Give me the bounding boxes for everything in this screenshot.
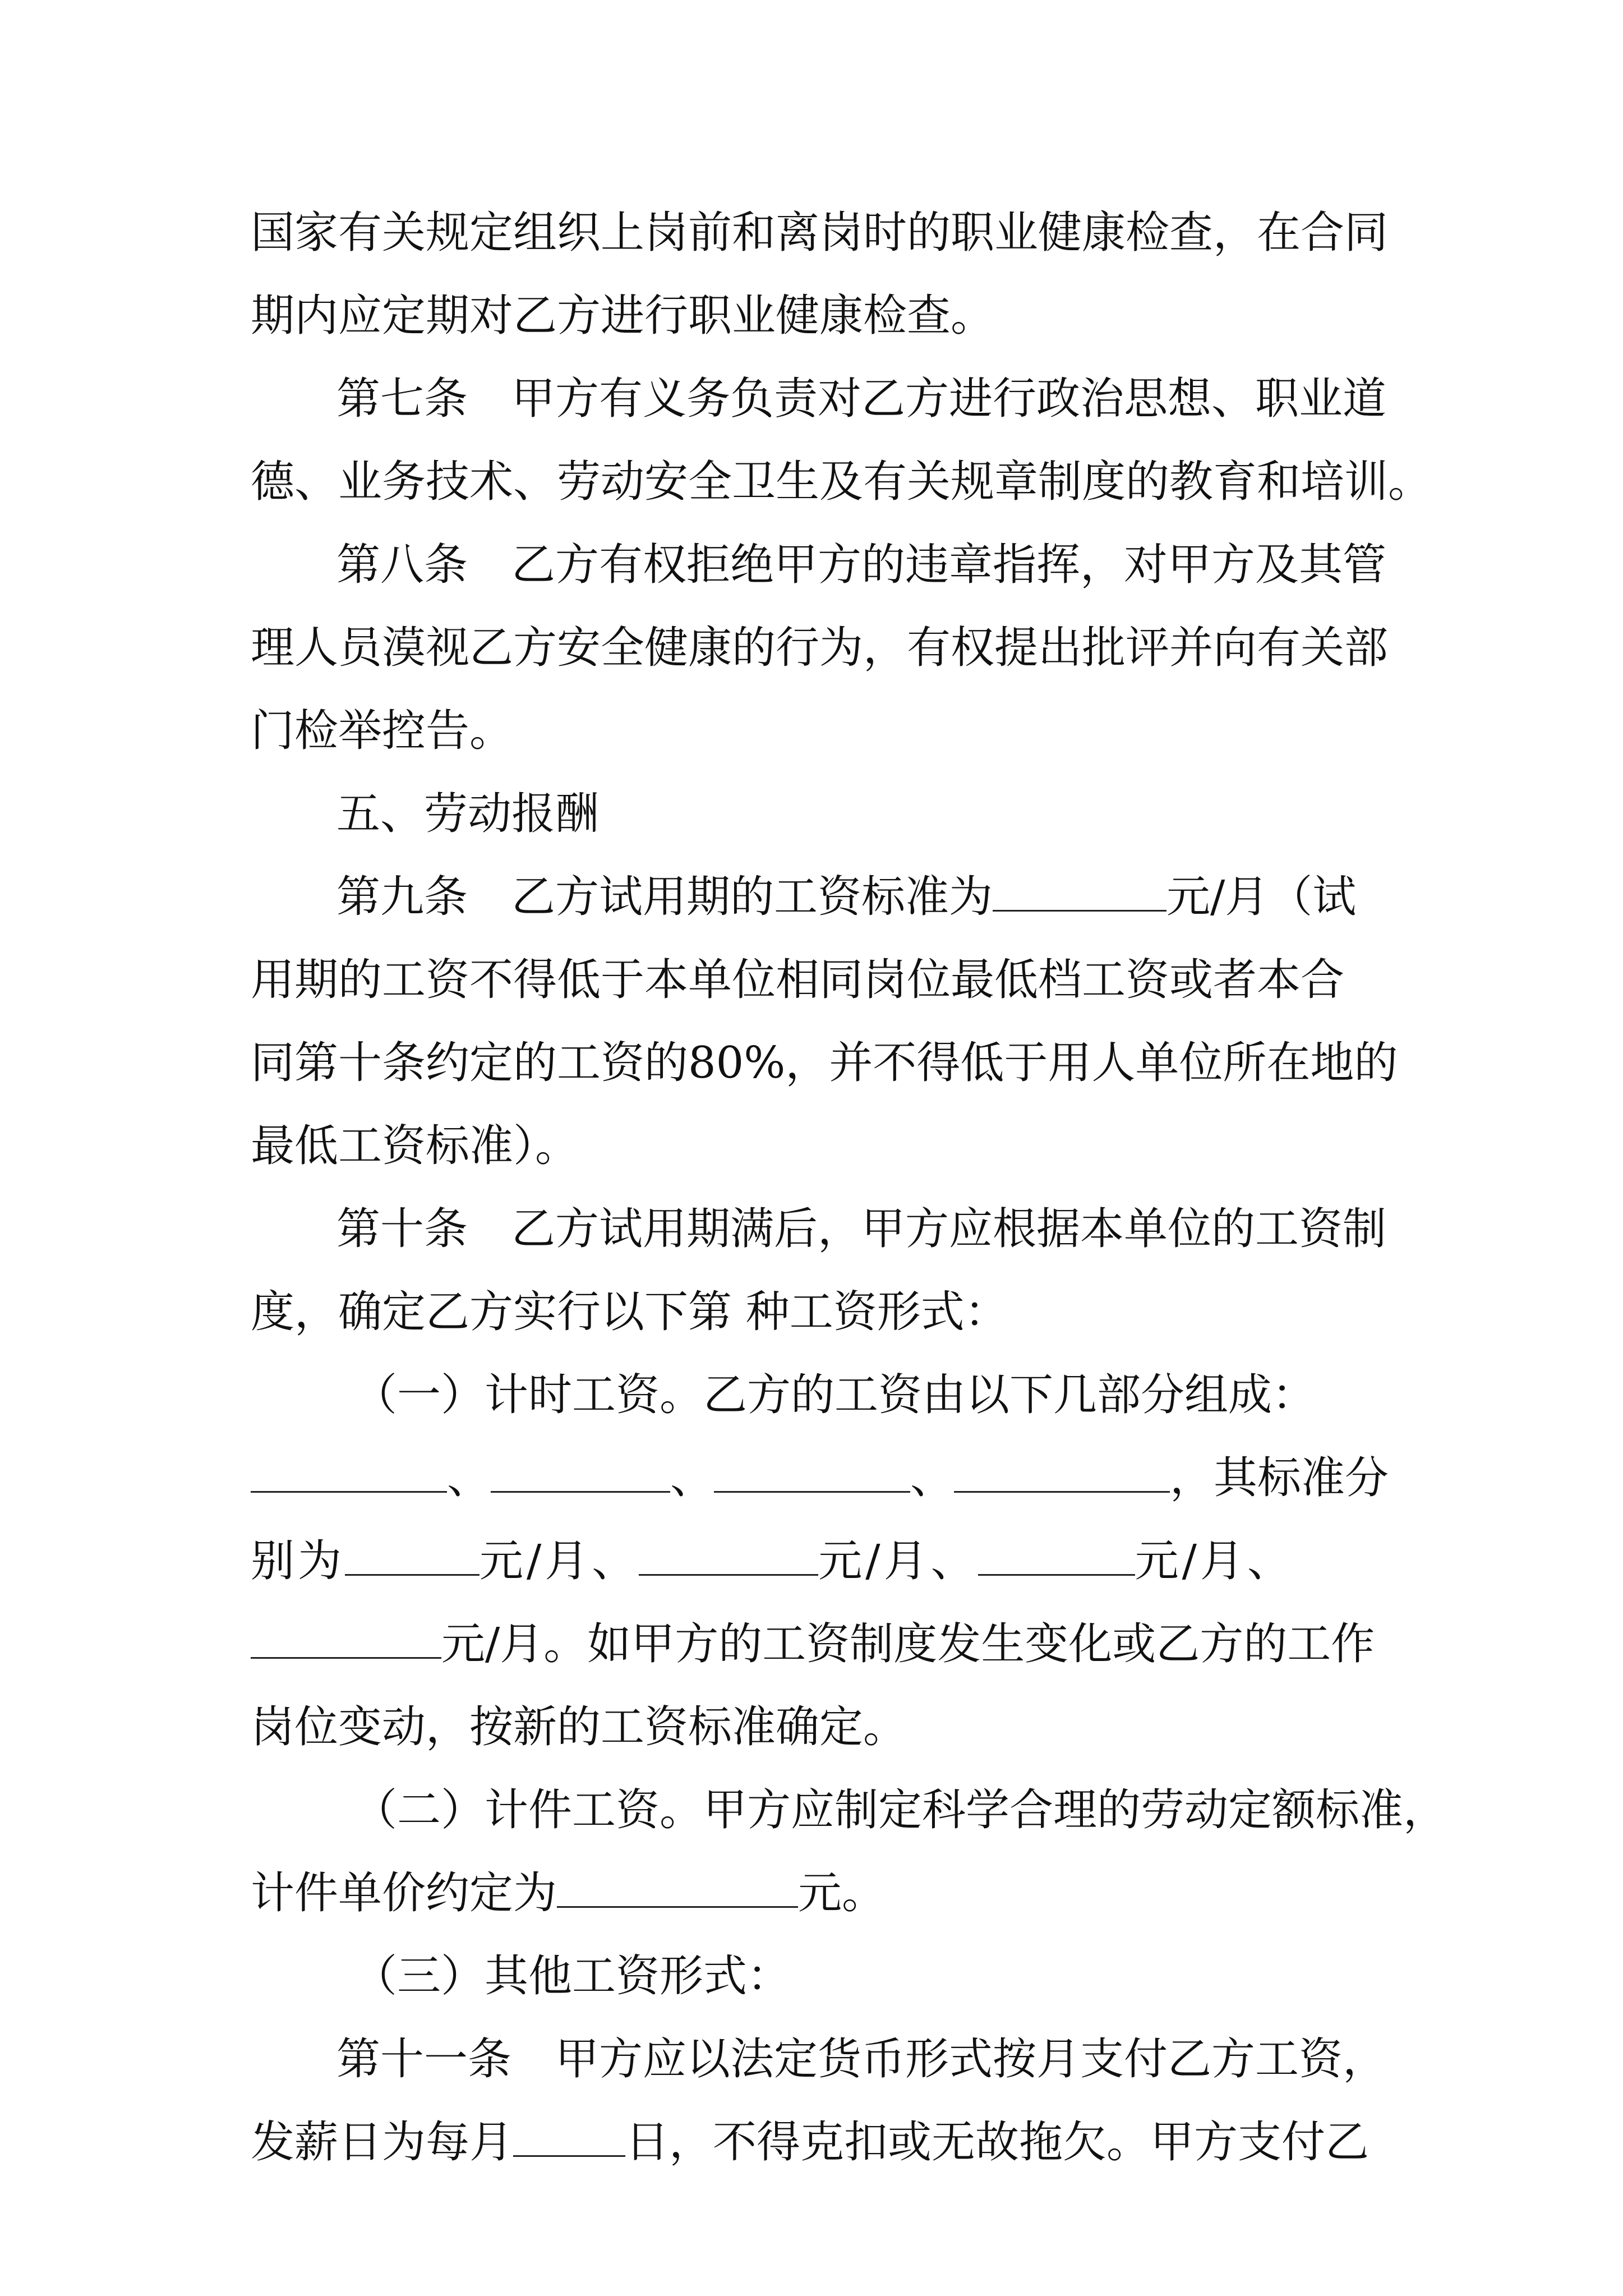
text-segment: 、 — [910, 1453, 955, 1503]
text-line: 同第十条约定的工资的80%，并不得低于用人单位所在地的 — [251, 1038, 1398, 1088]
text-line — [251, 2109, 1369, 2176]
text-segment: 元/月（试 — [1166, 872, 1357, 922]
amounts-line — [251, 1527, 1294, 1595]
text-segment: 日，不得克扣或无故拖欠。甲方支付乙 — [625, 2117, 1370, 2168]
section-heading: 五、劳动报酬 — [336, 789, 600, 839]
text-line: 门检举控告。 — [251, 706, 514, 756]
text-segment: 元。 — [798, 1868, 886, 1918]
fill-blank — [639, 1534, 818, 1576]
text-line — [251, 1860, 886, 1927]
text-line: 岗位变动，按新的工资标准确定。 — [251, 1702, 907, 1752]
article-10-line: 第十条 乙方试用期满后，甲方应根据本单位的工资制 — [336, 1204, 1387, 1254]
fill-blank — [557, 1866, 798, 1908]
text-line — [251, 1611, 1375, 1678]
text-segment: 元/月。如甲方的工资制度发生变化或乙方的工作 — [441, 1619, 1375, 1669]
text-segment: 元/月、 — [1135, 1536, 1294, 1586]
article-7-line: 第七条 甲方有义务负责对乙方进行政治思想、职业道 — [336, 374, 1387, 424]
fill-blank — [491, 1451, 670, 1493]
text-line: 国家有关规定组织上岗前和离岗时的职业健康检查，在合同 — [251, 208, 1389, 258]
fill-blank — [993, 869, 1166, 912]
text-segment: 元/月、 — [479, 1536, 639, 1586]
clause-2-line: （二）计件工资。甲方应制定科学合理的劳动定额标准， — [353, 1785, 1447, 1835]
text-line: 度，确定乙方实行以下第 种工资形式： — [251, 1287, 1008, 1337]
text-segment: 发薪日为每月 — [251, 2117, 514, 2168]
clause-3-line: （三）其他工资形式： — [353, 1951, 791, 2001]
text-line: 最低工资标准）。 — [251, 1121, 579, 1171]
text-segment: 、 — [670, 1453, 714, 1503]
clause-1-line: （一）计时工资。乙方的工资由以下几部分组成： — [353, 1370, 1316, 1420]
text-line: 理人员漠视乙方安全健康的行为，有权提出批评并向有关部 — [251, 623, 1389, 673]
text-line: 用期的工资不得低于本单位相同岗位最低档工资或者本合 — [251, 955, 1345, 1005]
fill-blank — [714, 1451, 910, 1493]
fill-blank — [251, 1451, 447, 1493]
article-9-line — [336, 863, 1356, 931]
text-segment: 元/月、 — [818, 1536, 978, 1586]
text-line: 期内应定期对乙方进行职业健康检查。 — [251, 291, 995, 341]
text-segment: ，其标准分 — [1170, 1453, 1389, 1503]
text-segment: 、 — [447, 1453, 491, 1503]
text-segment: 第九条 乙方试用期的工资标准为 — [336, 872, 993, 922]
blanks-line — [251, 1444, 1389, 1512]
article-11-line: 第十一条 甲方应以法定货币形式按月支付乙方工资， — [336, 2034, 1387, 2085]
text-segment: 别为 — [251, 1536, 345, 1586]
fill-blank — [954, 1451, 1170, 1493]
fill-blank — [345, 1534, 479, 1576]
text-segment: 计件单价约定为 — [251, 1868, 557, 1918]
fill-blank — [978, 1534, 1135, 1576]
fill-blank — [513, 2115, 625, 2157]
article-8-line: 第八条 乙方有权拒绝甲方的违章指挥，对甲方及其管 — [336, 540, 1387, 590]
fill-blank — [251, 1617, 441, 1659]
text-line: 德、业务技术、劳动安全卫生及有关规章制度的教育和培训。 — [251, 457, 1432, 507]
